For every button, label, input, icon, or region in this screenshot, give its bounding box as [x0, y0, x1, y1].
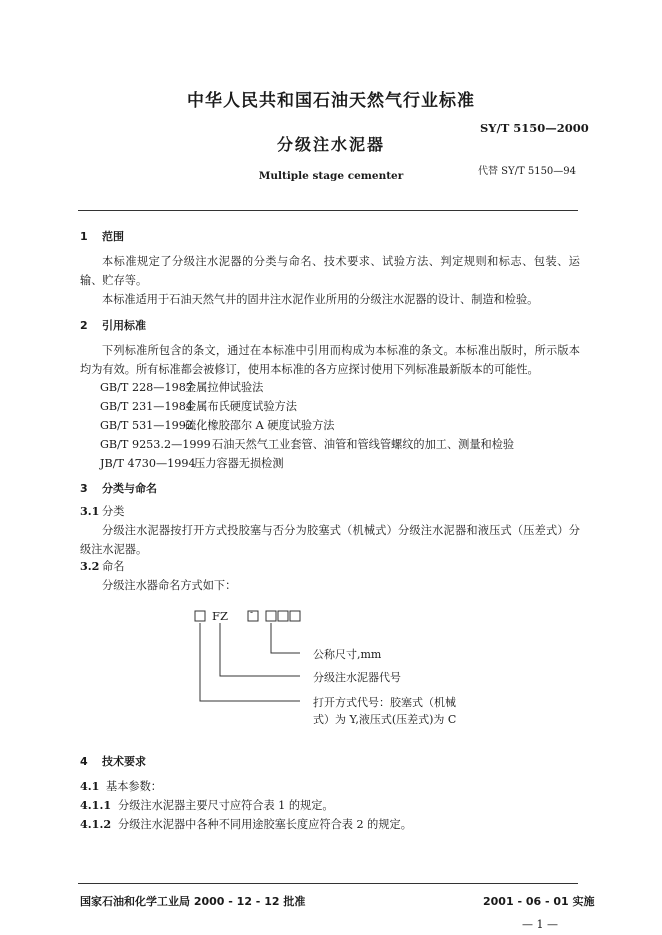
- section-2-paragraph-1: 下列标准所包含的条文，通过在本标准中引用而构成为本标准的条文。本标准出版时，所示版本均为有效。所有标准都会被修订，使用本标准的各方应探讨使用下列标准最新版本的可能性。: [80, 344, 580, 376]
- subsection-3-1-heading: [80, 502, 124, 521]
- reference-title: 压力容器无损检测: [194, 457, 284, 470]
- section-title: 引用标准: [102, 319, 146, 332]
- size-box: [278, 611, 288, 621]
- footer-divider: [78, 883, 578, 884]
- section-number: 3: [80, 482, 88, 495]
- effective-date: 2001 - 06 - 01 实施: [483, 895, 595, 908]
- reference-item: [100, 417, 334, 433]
- section-1-heading: [80, 228, 124, 244]
- subsection-3-2-text: 分级注水器命名方式如下：: [102, 579, 237, 592]
- subsection-4-1: [80, 777, 162, 796]
- reference-title: 金属拉伸试验法: [185, 381, 264, 394]
- naming-diagram: [190, 605, 510, 735]
- standard-code: SY/T 5150—2000: [480, 121, 589, 135]
- size-box: [266, 611, 276, 621]
- reference-code: JB/T 4730—1994: [100, 457, 196, 470]
- section-title: 技术要求: [102, 755, 146, 768]
- english-title: Multiple stage cementer: [258, 170, 404, 182]
- subsection-3-1-text: 分级注水泥器按打开方式投胶塞与否分为胶塞式（机械式）分级注水泥器和液压式（压差式）分级注水泥器。: [80, 524, 580, 556]
- subsection-number: 4.1: [80, 779, 100, 793]
- code-connector: [220, 623, 300, 676]
- subsection-title: 命名: [102, 560, 125, 573]
- subsection-number: 4.1.1: [80, 798, 112, 812]
- section-number: 4: [80, 755, 88, 768]
- label-nominal-size: 公称尺寸,mm: [313, 648, 382, 661]
- reference-code: GB/T 231—1984: [100, 400, 193, 413]
- fz-code: FZ: [212, 609, 228, 623]
- section-1-paragraph-2: 本标准适用于石油天然气井的固井注水泥作业所用的分级注水泥器的设计、制造和检验。: [102, 293, 539, 306]
- reference-item: [100, 379, 263, 395]
- label-open-method-2: 式）为 Y,液压式(压差式)为 C: [313, 713, 457, 726]
- replaces-note: 代替 SY/T 5150—94: [478, 166, 577, 177]
- subsection-number: 3.2: [80, 559, 100, 573]
- document-title: 分级注水泥器: [276, 135, 385, 154]
- section-number: 2: [80, 319, 88, 332]
- reference-code: GB/T 228—1987: [100, 381, 193, 394]
- dash-symbol: -: [250, 608, 254, 618]
- reference-item: [100, 398, 297, 414]
- size-box: [290, 611, 300, 621]
- reference-title: 石油天然气工业套管、油管和管线管螺纹的加工、测量和检验: [212, 438, 515, 451]
- subsection-text: 分级注水泥器中各种不同用途胶塞长度应符合表 2 的规定。: [118, 818, 412, 831]
- subsection-number: 3.1: [80, 504, 100, 518]
- open-method-box: [195, 611, 205, 621]
- label-open-method-1: 打开方式代号：胶塞式（机械: [313, 696, 456, 709]
- size-connector: [271, 623, 300, 653]
- subsection-4-1-2: [80, 815, 412, 834]
- reference-item: [100, 436, 514, 452]
- reference-title: 金属布氏硬度试验方法: [185, 400, 297, 413]
- reference-title: 硫化橡胶邵尔 A 硬度试验方法: [185, 419, 335, 432]
- section-4-heading: [80, 753, 146, 769]
- reference-code: GB/T 9253.2—1999: [100, 438, 211, 451]
- section-1-paragraph-1: 本标准规定了分级注水泥器的分类与命名、技术要求、试验方法、判定规则和标志、包装、运输、贮存等。: [80, 255, 580, 287]
- subsection-number: 4.1.2: [80, 817, 112, 831]
- standard-title: 中华人民共和国石油天然气行业标准: [187, 91, 475, 111]
- subsection-4-1-1: [80, 796, 334, 815]
- reference-code: GB/T 531—1992: [100, 419, 193, 432]
- section-title: 范围: [102, 230, 124, 243]
- subsection-text: 分级注水泥器主要尺寸应符合表 1 的规定。: [118, 799, 334, 812]
- section-3-heading: [80, 480, 157, 496]
- label-cementer-code: 分级注水泥器代号: [313, 671, 401, 684]
- subsection-title: 分类: [102, 505, 125, 518]
- approval-note: 国家石油和化学工业局 2000 - 12 - 12 批准: [80, 895, 306, 908]
- page-number: — 1 —: [522, 918, 558, 931]
- section-number: 1: [80, 230, 88, 243]
- subsection-title: 基本参数：: [106, 780, 162, 793]
- section-2-heading: [80, 317, 146, 333]
- open-method-connector: [200, 623, 300, 701]
- section-title: 分类与命名: [102, 482, 157, 495]
- subsection-3-2-heading: [80, 557, 124, 576]
- reference-item: [100, 455, 284, 471]
- header-divider: [78, 210, 578, 211]
